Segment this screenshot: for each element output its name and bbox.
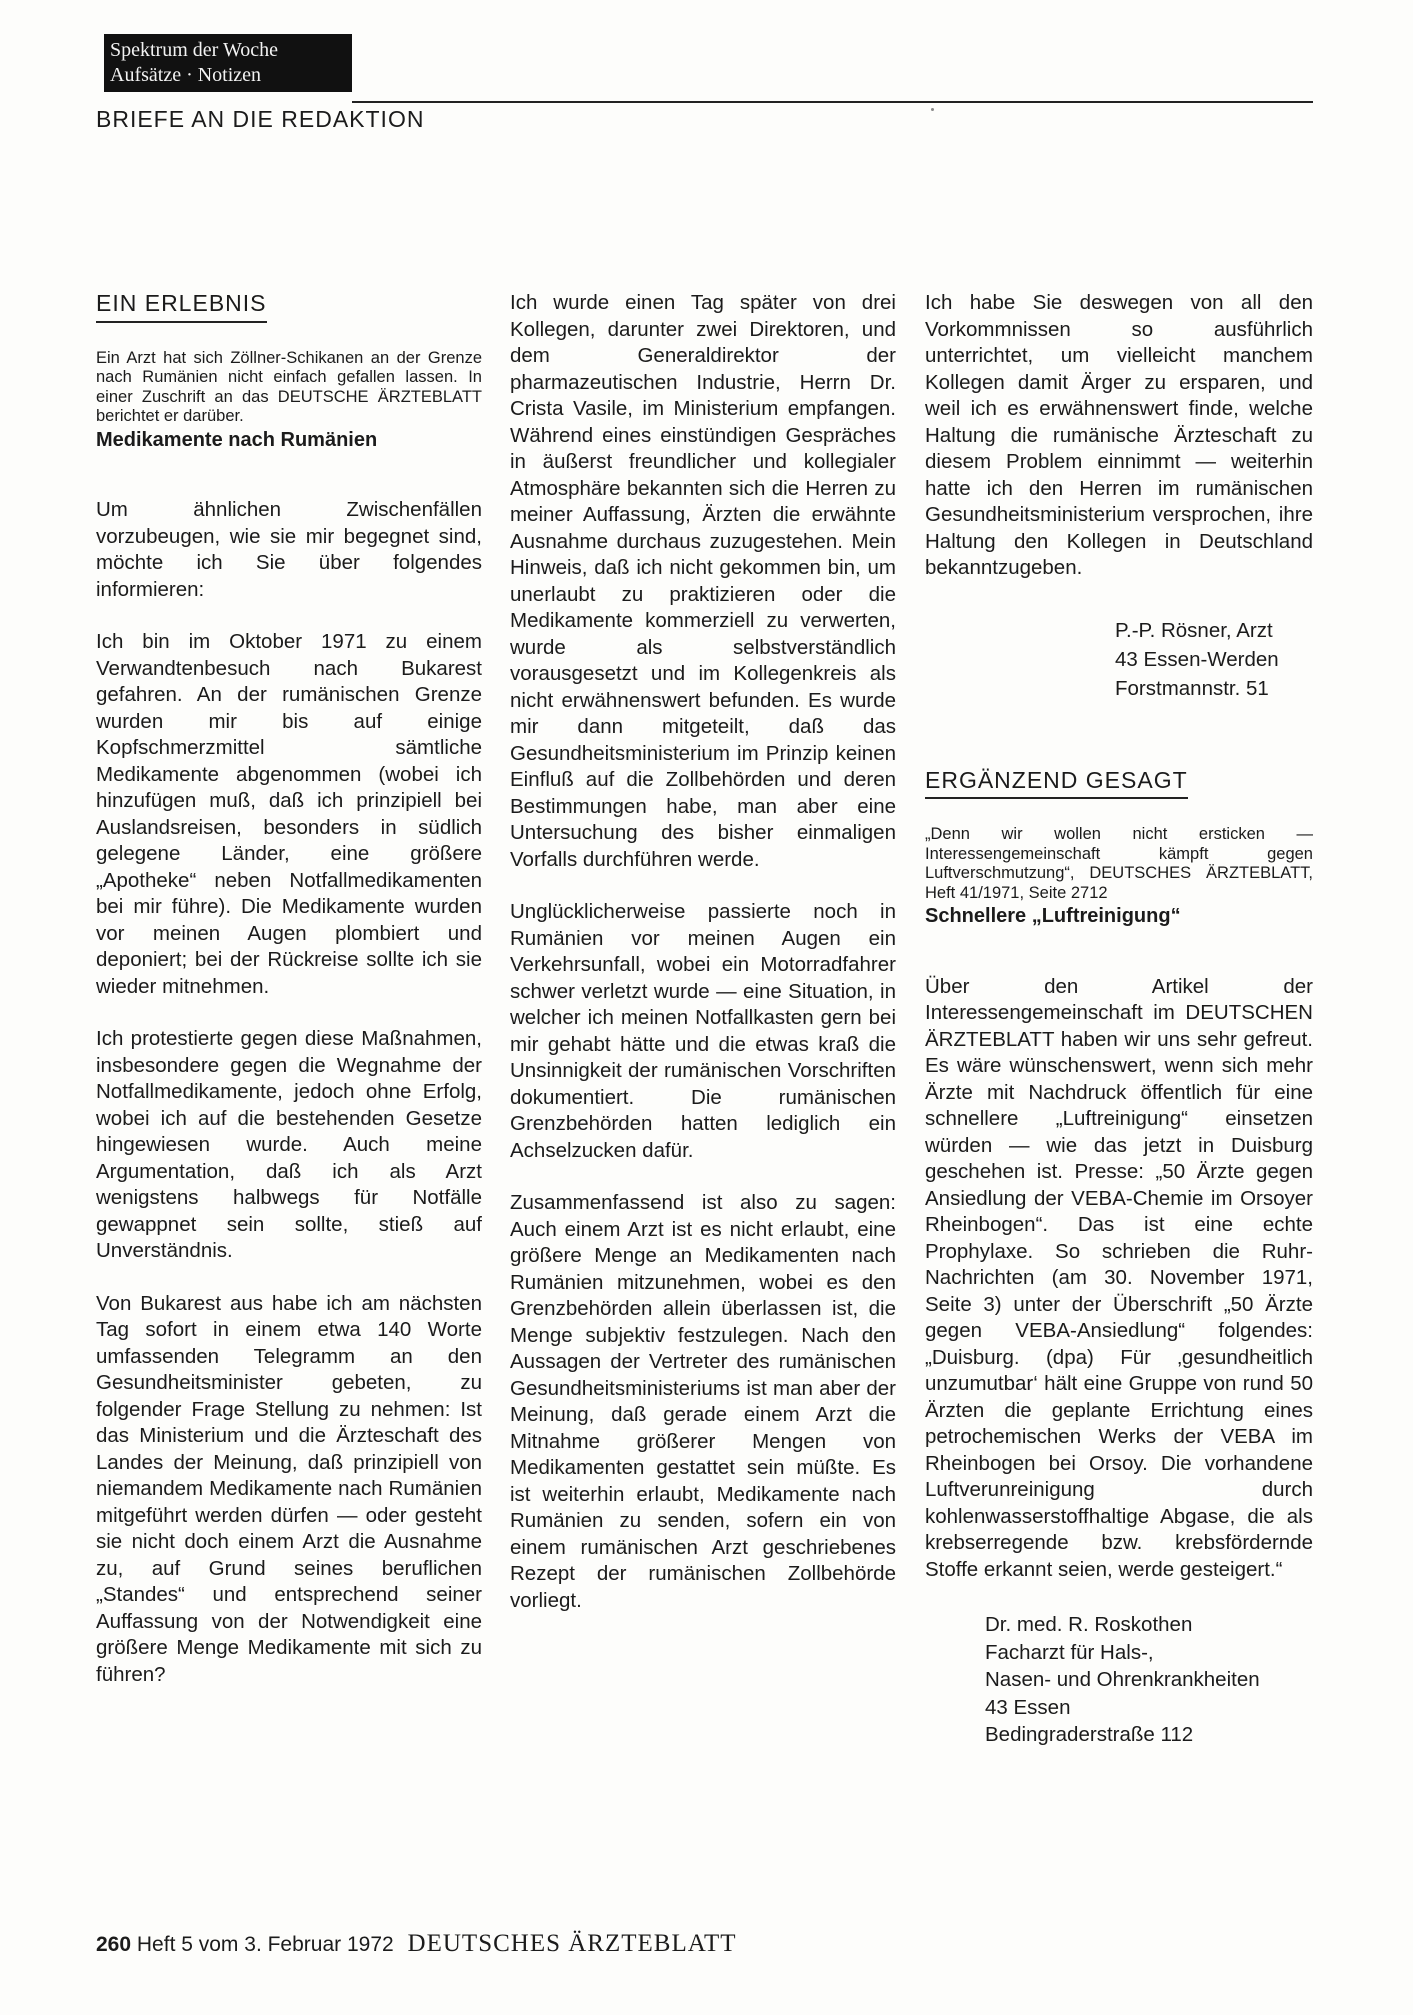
article2-subheading: Schnellere „Luftreinigung“ — [925, 905, 1181, 927]
column-1 — [96, 290, 482, 1688]
scan-speck — [931, 108, 934, 111]
column-3 — [925, 290, 1313, 1749]
header-rule — [352, 101, 1313, 103]
article1-lead: Ein Arzt hat sich Zöllner-Schikanen an der Grenze nach Rumänien nicht einfach gefallen lassen. In einer Zuschrift an das DEUTSCHE ÄRZTEBLATT berichtet er darüber. — [96, 348, 482, 425]
article1-paragraph: Ich bin im Oktober 1971 zu einem Verwandtenbesuch nach Bukarest gefahren. An der rumänischen Grenze wurden mir bis auf einige Kopfschmerzmittel sämtliche Medikamente abgenommen (wobei ich hinzufügen muß, daß ich prinzipiell bei Auslandsreisen, besonders in südlich gelegene Länder, eine größere „Apotheke“ neben Notfallmedikamenten bei mir führe). Die Medikamente wurden vor meinen Augen plombiert und deponiert; bei der Rückreise sollte ich sie wieder mitnehmen. — [96, 630, 482, 998]
page-section-title: BRIEFE AN DIE REDAKTION — [96, 106, 425, 132]
signature-line: Bedingraderstraße 112 — [985, 1723, 1194, 1746]
article1-paragraph: Von Bukarest aus habe ich am nächsten Tag sofort in einem etwa 140 Worte umfassenden Telegramm an den Gesundheitsminister gebeten, zu folgender Frage Stellung zu nehmen: Ist das Ministerium und die Ärzteschaft des Landes der Meinung, daß prinzipiell von niemandem Medikamente nach Rumänien mitgeführt werden dürfen — oder gesteht sie nicht doch einem Arzt die Ausnahme zu, auf Grund seines beruflichen „Standes“ und entsprechend seiner Auffassung von der Notwendigkeit eine größere Menge Medikamente mit sich zu führen? — [96, 1291, 482, 1686]
article1-heading: EIN ERLEBNIS — [96, 290, 267, 323]
issue-info: Heft 5 vom 3. Februar 1972 — [136, 1933, 394, 1956]
signature-line: Forstmannstr. 51 — [1115, 676, 1269, 700]
article2-paragraph: Über den Artikel der Interessengemeinschaft im DEUTSCHEN ÄRZTEBLATT haben wir uns sehr gefreut. Es wäre wünschenswert, wenn sich mehr Ärzte mit Nachdruck öffentlich für eine schnellere „Luftreinigung“ einsetzen würden — wie das jetzt in Duisburg geschehen ist. Presse: „50 Ärzte gegen Ansiedlung der VEBA-Chemie im Orsoyer Rheinbogen“. Das ist eine echte Prophylaxe. So schrieben die Ruhr-Nachrichten (am 30. November 1971, Seite 3) unter der Überschrift „50 Ärzte gegen VEBA-Ansiedlung“ folgendes: „Duisburg. (dpa) Für ‚gesundheitlich unzumutbar‘ hält eine Gruppe von rund 50 Ärzten die geplante Errichtung eines petrochemischen Werks der VEBA im Rheinbogen bei Orsoy. Die vorhandene Luftverunreinigung durch kohlenwasserstoffhaltige Abgase, die als krebserregende bzw. krebsfördernde Stoffe erkannt seien, werde gesteigert.“ — [925, 974, 1313, 1581]
article2-lead: „Denn wir wollen nicht ersticken — Interessengemeinschaft kämpft gegen Luftverschmutzung“, DEUTSCHES ÄRZTEBLATT, Heft 41/1971, Seite 2712 — [925, 825, 1313, 902]
article1-paragraph: Ich wurde einen Tag später von drei Kollegen, darunter zwei Direktoren, und dem Generaldirektor der pharmazeutischen Industrie, Herrn Dr. Crista Vasile, im Ministerium empfangen. Während eines einstündigen Gespräches in äußerst freundlicher und kollegialer Atmosphäre bekannten sich die Herren zu meiner Auffassung, Ärzten die erwähnte Ausnahme durchaus zuzugestehen. Mein Hinweis, daß ich nicht gekommen bin, um unerlaubt zu praktizieren oder die Medikamente kommerziell zu verwerten, wurde als selbstverständlich vorausgesetzt und im Kollegenkreis als nicht erwähnenswert befunden. Es wurde mir dann mitgeteilt, daß das Gesundheitsministerium im Prinzip keinen Einfluß auf die Zollbehörden und deren Bestimmungen habe, man aber eine Untersuchung des bisher einmaligen Vorfalls durchführen werde. — [510, 291, 896, 871]
article1-paragraph: Unglücklicherweise passierte noch in Rumänien vor meinen Augen ein Verkehrsunfall, wobei ein Motorradfahrer schwer verletzt wurde — eine Situation, in welcher ich meinen Notfallkasten gern bei mir gehabt hätte und die etwas kraß die Unsinnigkeit der rumänischen Vorschriften dokumentiert. Die rumänischen Grenzbehörden hatten lediglich ein Achselzucken dafür. — [510, 900, 896, 1162]
signature-line: 43 Essen-Werden — [1115, 647, 1279, 671]
section-label-line1: Spektrum der Woche — [110, 39, 278, 61]
page-footer — [96, 1930, 737, 1958]
article1-paragraph: Ich protestierte gegen diese Maßnahmen, insbesondere gegen die Wegnahme der Notfallmedikamente, jedoch ohne Erfolg, wobei ich auf die bestehenden Gesetze hingewiesen wurde. Auch meine Argumentation, daß ich als Arzt wenigstens halbwegs für Notfälle gewappnet sein sollte, stieß auf Unverständnis. — [96, 1027, 482, 1262]
article1-paragraph: Ich habe Sie deswegen von all den Vorkommnissen so ausführlich unterrichtet, um vielleicht manchem Kollegen damit Ärger zu ersparen, und weil ich es erwähnenswert finde, welche Haltung die rumänische Ärzteschaft zu diesem Problem einnimmt — weiterhin hatte ich den Herren im rumänischen Gesundheitsministerium versprochen, ihre Haltung den Kollegen in Deutschland bekanntzugeben. — [925, 291, 1313, 579]
signature-line: 43 Essen — [985, 1695, 1071, 1719]
article1-paragraph: Um ähnlichen Zwischenfällen vorzubeugen, wie sie mir begegnet sind, möchte ich Sie über folgendes informieren: — [96, 498, 482, 601]
section-label-box — [104, 34, 352, 92]
article2-heading: ERGÄNZEND GESAGT — [925, 767, 1188, 800]
signature-line: Nasen- und Ohrenkrankheiten — [985, 1668, 1260, 1691]
page-number: 260 — [96, 1933, 132, 1956]
article1-subheading: Medikamente nach Rumänien — [96, 428, 378, 451]
signature-line: Dr. med. R. Roskothen — [985, 1613, 1193, 1636]
signature-line: P.-P. Rösner, Arzt — [1115, 618, 1273, 642]
column-2 — [510, 290, 896, 1614]
signature-line: Facharzt für Hals-, — [985, 1640, 1154, 1664]
article2-signature — [925, 1611, 1313, 1749]
article1-signature — [925, 616, 1313, 703]
magazine-name: DEUTSCHES ÄRZTEBLATT — [407, 1930, 737, 1957]
section-label-line2: Aufsätze · Notizen — [110, 64, 262, 86]
article1-paragraph: Zusammenfassend ist also zu sagen: Auch einem Arzt ist es nicht erlaubt, eine größere Menge an Medikamenten nach Rumänien mitzunehmen, wobei es den Grenzbehörden allein überlassen ist, die Menge subjektiv festzulegen. Nach den Aussagen der Vertreter des rumänischen Gesundheitsministeriums ist man aber der Meinung, daß gerade einem Arzt die Mitnahme größerer Mengen von Medikamenten gestattet sein müßte. Es ist weiterhin erlaubt, Medikamente nach Rumänien zu senden, sofern ein von einem rumänischen Arzt geschriebenes Rezept der rumänischen Zollbehörde vorliegt. — [510, 1191, 896, 1612]
